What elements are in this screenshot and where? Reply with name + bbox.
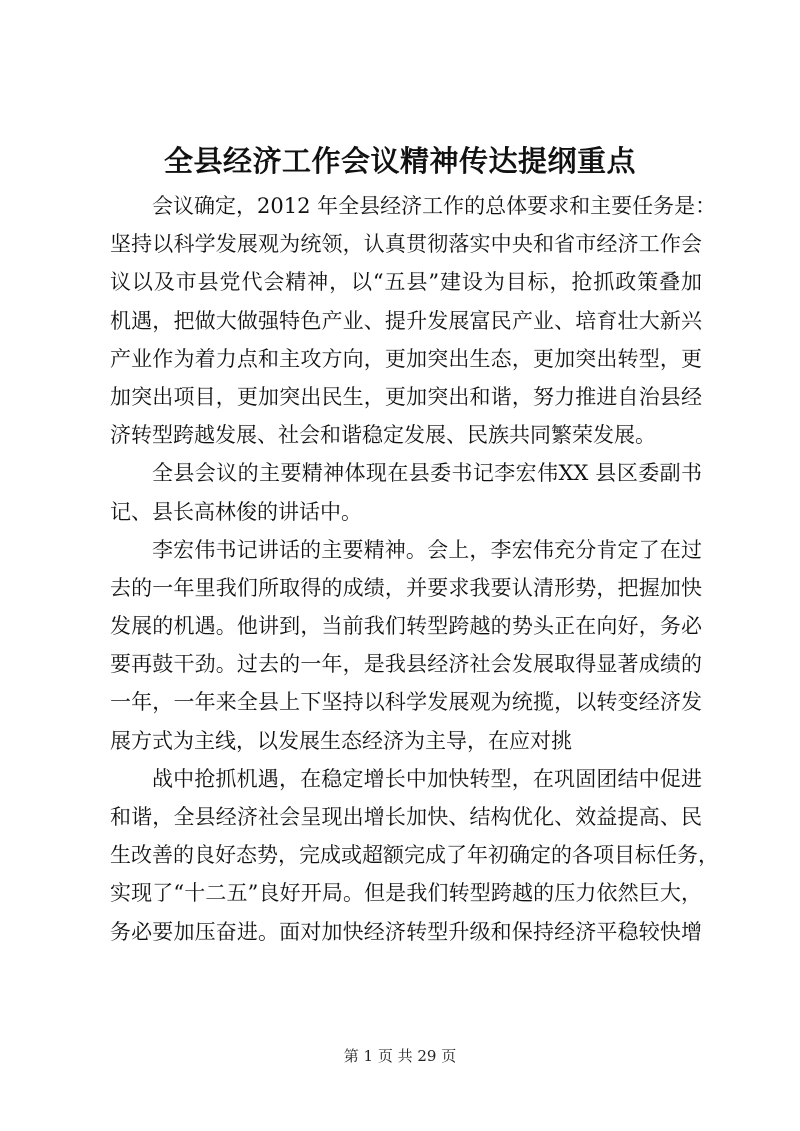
paragraph-line: 要再鼓干劲。过去的一年，是我县经济社会发展取得显著成绩的 [110, 652, 702, 677]
page-number-footer: 第 1 页 共 29 页 [343, 1047, 457, 1065]
paragraph-line: 加突出项目，更加突出民生，更加突出和谐，努力推进自治县经 [110, 384, 702, 409]
paragraph-line: 战中抢抓机遇，在稳定增长中加快转型，在巩固团结中促进 [152, 766, 702, 791]
paragraph-line: 一年，一年来全县上下坚持以科学发展观为统揽，以转变经济发 [110, 690, 702, 715]
paragraph-line: 济转型跨越发展、社会和谐稳定发展、民族共同繁荣发展。 [110, 423, 656, 448]
paragraph-line: 务必要加压奋进。面对加快经济转型升级和保持经济平稳较快增 [110, 919, 702, 944]
paragraph-line: 实现了“十二五”良好开局。但是我们转型跨越的压力依然巨大， [110, 881, 702, 906]
document-body [110, 187, 719, 951]
paragraph-line: 去的一年里我们所取得的成绩，并要求我要认清形势，把握加快 [110, 575, 702, 600]
paragraph-line: 议以及市县党代会精神，以“五县”建设为目标，抢抓政策叠加 [110, 270, 702, 295]
paragraph-line: 坚持以科学发展观为统领，认真贯彻落实中央和省市经济工作会 [110, 232, 702, 257]
paragraph-line: 展方式为主线，以发展生态经济为主导，在应对挑 [110, 728, 572, 753]
paragraph-line: 记、县长高林俊的讲话中。 [110, 499, 362, 524]
paragraph-line: 全县会议的主要精神体现在县委书记李宏伟XX 县区委副书 [152, 461, 702, 486]
paragraph-line: 机遇，把做大做强特色产业、提升发展富民产业、培育壮大新兴 [110, 308, 702, 333]
paragraph-line: 生改善的良好态势，完成或超额完成了年初确定的各项目标任务， [110, 843, 719, 868]
paragraph-line: 和谐，全县经济社会呈现出增长加快、结构优化、效益提高、民 [110, 805, 702, 829]
paragraph-line: 会议确定，2012 年全县经济工作的总体要求和主要任务是： [152, 194, 717, 218]
paragraph-line: 产业作为着力点和主攻方向，更加突出生态，更加突出转型，更 [110, 346, 702, 371]
paragraph-line: 李宏伟书记讲话的主要精神。会上，李宏伟充分肯定了在过 [152, 537, 702, 562]
document-title: 全县经济工作会议精神传达提纲重点 [163, 144, 636, 178]
paragraph-line: 发展的机遇。他讲到，当前我们转型跨越的势头正在向好，务必 [110, 614, 702, 639]
